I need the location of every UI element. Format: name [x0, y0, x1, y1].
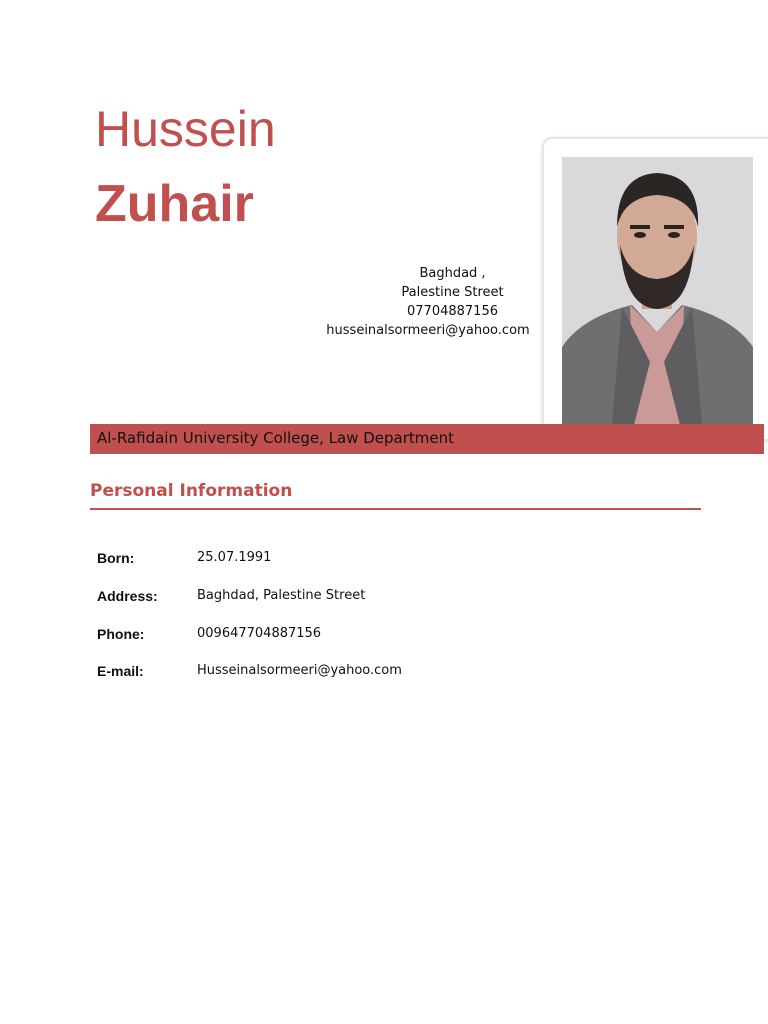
education-banner: [90, 424, 764, 454]
profile-photo: [562, 157, 753, 425]
info-row-phone: [97, 626, 597, 646]
info-label: E-mail:: [97, 663, 144, 679]
info-label: Phone:: [97, 626, 145, 642]
info-value-email[interactable]: Husseinalsormeeri@yahoo.com: [197, 663, 402, 678]
section-divider: [90, 508, 701, 510]
info-label: Address:: [97, 588, 158, 604]
info-value: 009647704887156: [197, 626, 322, 641]
info-row-born: [97, 550, 597, 570]
first-name: Hussein: [95, 101, 276, 157]
contact-phone: 07704887156: [407, 304, 498, 319]
profile-photo-illustration: [562, 157, 753, 425]
info-row-email: [97, 663, 597, 683]
education-banner-text: Al-Rafidain University College, Law Department: [97, 429, 455, 447]
contact-street: Palestine Street: [401, 285, 504, 300]
info-label: Born:: [97, 550, 135, 566]
info-value: Baghdad, Palestine Street: [197, 588, 366, 603]
last-name: Zuhair: [95, 175, 254, 233]
contact-email[interactable]: husseinalsormeeri@yahoo.com: [326, 323, 530, 338]
contact-block: [326, 264, 575, 340]
info-value: 25.07.1991: [197, 550, 272, 565]
info-row-address: [97, 588, 597, 608]
section-title-personal-information: Personal Information: [90, 481, 293, 501]
contact-city: Baghdad ,: [419, 266, 486, 281]
